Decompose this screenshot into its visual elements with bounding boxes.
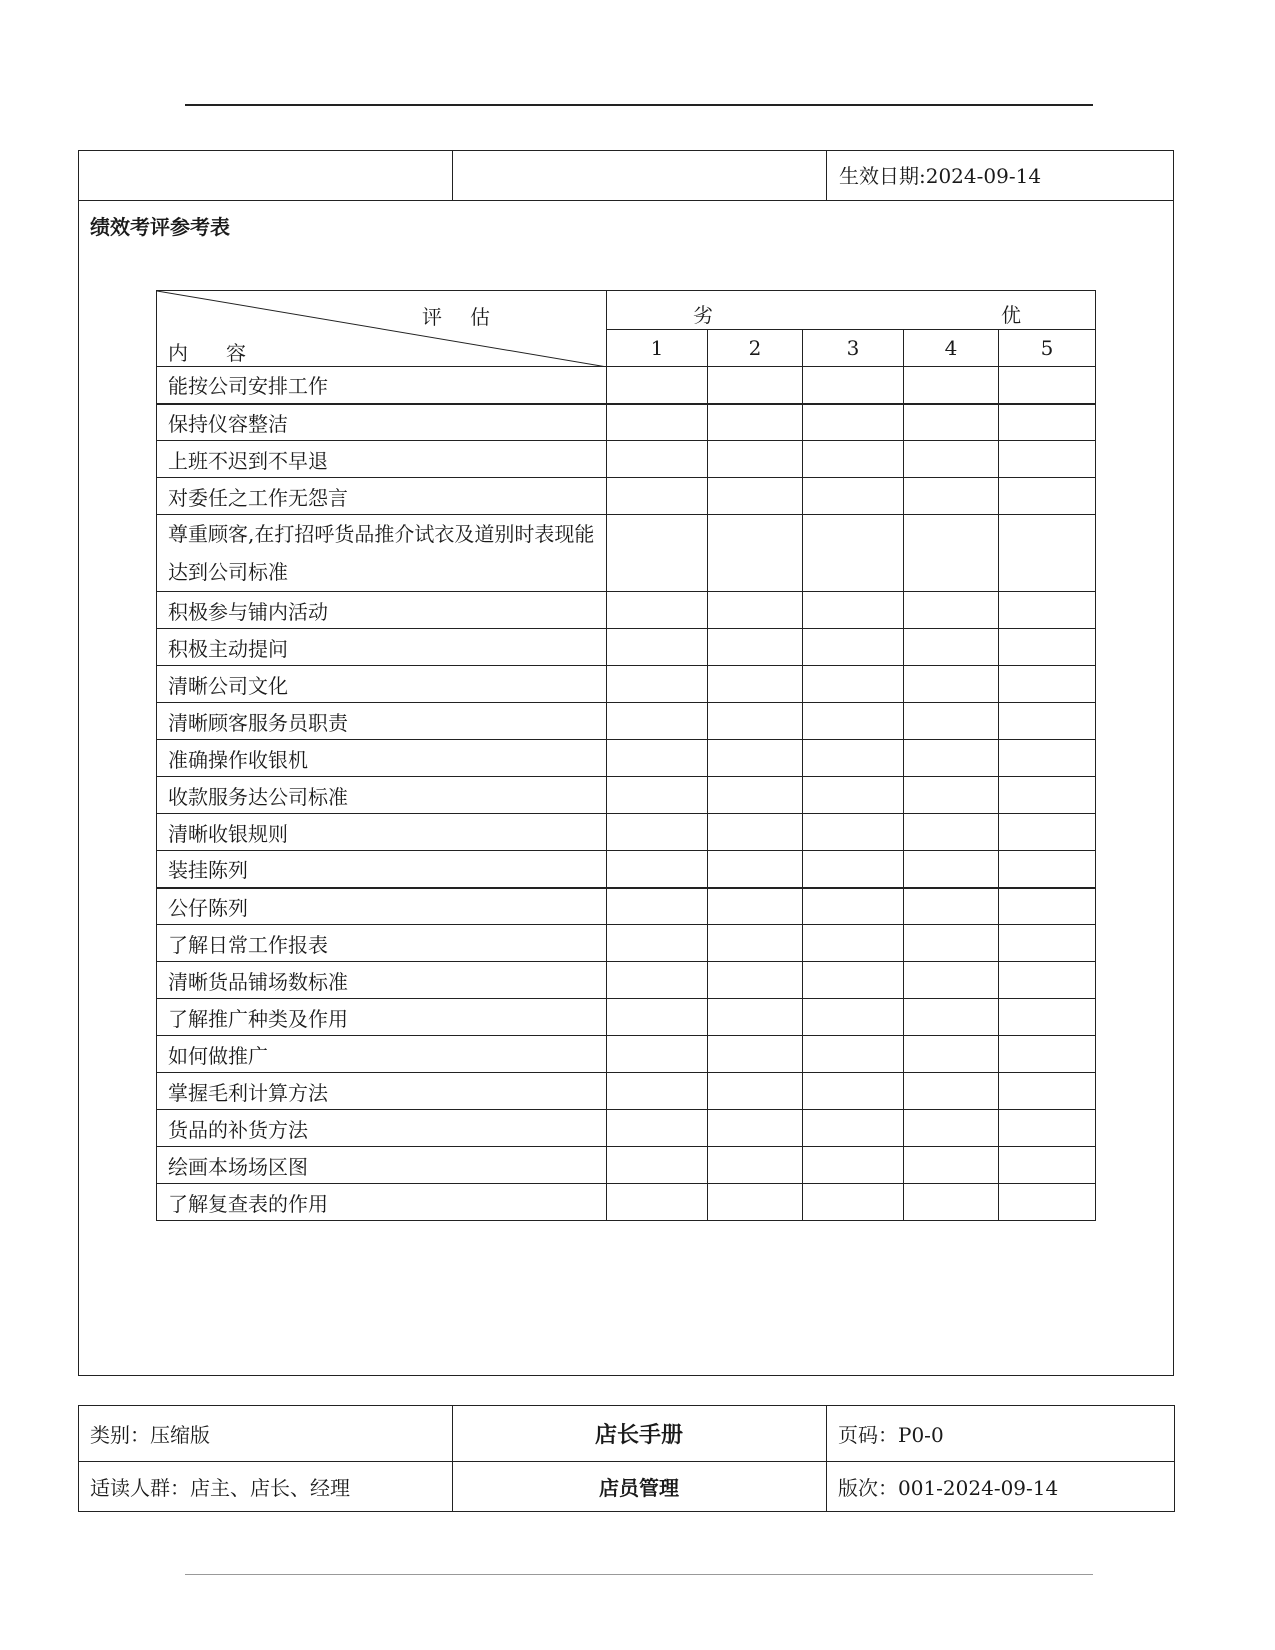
score-cell-5[interactable] xyxy=(999,851,1096,888)
score-header-5: 5 xyxy=(999,330,1096,367)
table-row xyxy=(157,888,1096,925)
score-cell-1[interactable] xyxy=(607,962,708,999)
score-cell-4[interactable] xyxy=(904,851,999,888)
table-row xyxy=(157,740,1096,777)
table-row xyxy=(157,1036,1096,1073)
score-cell-3[interactable] xyxy=(803,1073,904,1110)
score-cell-4[interactable] xyxy=(904,999,999,1036)
score-cell-2[interactable] xyxy=(708,1147,803,1184)
score-cell-2[interactable] xyxy=(708,367,803,404)
score-cell-2[interactable] xyxy=(708,925,803,962)
table-row xyxy=(157,851,1096,888)
score-cell-5[interactable] xyxy=(999,1147,1096,1184)
score-cell-4[interactable] xyxy=(904,404,999,441)
footer-section: 店员管理 xyxy=(453,1462,827,1512)
score-cell-3[interactable] xyxy=(803,703,904,740)
score-cell-4[interactable] xyxy=(904,441,999,478)
score-cell-3[interactable] xyxy=(803,814,904,851)
score-header-1: 1 xyxy=(607,330,708,367)
score-cell-4[interactable] xyxy=(904,515,999,592)
score-cell-1[interactable] xyxy=(607,814,708,851)
score-cell-4[interactable] xyxy=(904,814,999,851)
score-cell-4[interactable] xyxy=(904,666,999,703)
score-cell-4[interactable] xyxy=(904,925,999,962)
score-cell-1[interactable] xyxy=(607,1110,708,1147)
table-row xyxy=(157,666,1096,703)
score-cell-5[interactable] xyxy=(999,515,1096,592)
criterion-label: 清晰公司文化 xyxy=(157,666,607,703)
score-cell-2[interactable] xyxy=(708,851,803,888)
score-cell-2[interactable] xyxy=(708,666,803,703)
table-row xyxy=(157,703,1096,740)
score-cell-1[interactable] xyxy=(607,1147,708,1184)
score-cell-1[interactable] xyxy=(607,515,708,592)
criterion-label: 保持仪容整洁 xyxy=(157,404,607,441)
criterion-label: 公仔陈列 xyxy=(157,888,607,925)
score-cell-4[interactable] xyxy=(904,478,999,515)
criterion-label: 了解推广种类及作用 xyxy=(157,999,607,1036)
score-cell-1[interactable] xyxy=(607,1036,708,1073)
score-cell-1[interactable] xyxy=(607,404,708,441)
score-cell-1[interactable] xyxy=(607,851,708,888)
criterion-label: 收款服务达公司标准 xyxy=(157,777,607,814)
score-cell-5[interactable] xyxy=(999,478,1096,515)
footer-page-code: 页码：P0-0 xyxy=(827,1406,1175,1462)
worst-label: 劣 xyxy=(693,303,713,327)
corner-header-cell xyxy=(157,291,607,367)
score-cell-3[interactable] xyxy=(803,367,904,404)
criterion-label: 掌握毛利计算方法 xyxy=(157,1073,607,1110)
table-row xyxy=(157,367,1096,404)
score-cell-2[interactable] xyxy=(708,999,803,1036)
score-cell-3[interactable] xyxy=(803,962,904,999)
table-row xyxy=(157,777,1096,814)
score-cell-2[interactable] xyxy=(708,814,803,851)
score-cell-2[interactable] xyxy=(708,1036,803,1073)
score-cell-3[interactable] xyxy=(803,851,904,888)
score-cell-1[interactable] xyxy=(607,925,708,962)
score-cell-1[interactable] xyxy=(607,666,708,703)
table-row xyxy=(157,441,1096,478)
score-cell-1[interactable] xyxy=(607,1184,708,1221)
score-cell-3[interactable] xyxy=(803,1184,904,1221)
footer-audience: 适读人群：店主、店长、经理 xyxy=(79,1462,453,1512)
score-cell-1[interactable] xyxy=(607,888,708,925)
score-cell-4[interactable] xyxy=(904,629,999,666)
score-cell-3[interactable] xyxy=(803,740,904,777)
score-cell-1[interactable] xyxy=(607,703,708,740)
score-cell-2[interactable] xyxy=(708,703,803,740)
footer-edition: 版次：001-2024-09-14 xyxy=(827,1462,1175,1512)
score-header-2: 2 xyxy=(708,330,803,367)
score-cell-2[interactable] xyxy=(708,478,803,515)
criterion-label: 积极参与铺内活动 xyxy=(157,592,607,629)
score-cell-3[interactable] xyxy=(803,478,904,515)
footer-category: 类别：压缩版 xyxy=(79,1406,453,1462)
score-cell-5[interactable] xyxy=(999,925,1096,962)
score-cell-2[interactable] xyxy=(708,1184,803,1221)
criterion-label: 上班不迟到不早退 xyxy=(157,441,607,478)
score-cell-4[interactable] xyxy=(904,703,999,740)
criterion-label: 绘画本场场区图 xyxy=(157,1147,607,1184)
score-cell-2[interactable] xyxy=(708,592,803,629)
score-cell-2[interactable] xyxy=(708,404,803,441)
score-cell-3[interactable] xyxy=(803,592,904,629)
criterion-label: 准确操作收银机 xyxy=(157,740,607,777)
score-cell-4[interactable] xyxy=(904,962,999,999)
score-cell-5[interactable] xyxy=(999,703,1096,740)
score-cell-2[interactable] xyxy=(708,888,803,925)
table-row xyxy=(157,1147,1096,1184)
table-row xyxy=(157,478,1096,515)
form-title: 绩效考评参考表 xyxy=(90,215,230,239)
criterion-label: 如何做推广 xyxy=(157,1036,607,1073)
score-cell-4[interactable] xyxy=(904,1110,999,1147)
score-cell-5[interactable] xyxy=(999,1110,1096,1147)
score-cell-2[interactable] xyxy=(708,1073,803,1110)
table-row xyxy=(157,925,1096,962)
score-cell-2[interactable] xyxy=(708,629,803,666)
criterion-label: 尊重顾客,在打招呼货品推介试衣及道别时表现能达到公司标准 xyxy=(157,515,607,592)
table-row xyxy=(157,1110,1096,1147)
score-cell-5[interactable] xyxy=(999,1184,1096,1221)
criterion-label: 能按公司安排工作 xyxy=(157,367,607,404)
score-cell-5[interactable] xyxy=(999,666,1096,703)
score-cell-1[interactable] xyxy=(607,441,708,478)
evaluation-table xyxy=(156,290,1096,1221)
table-row xyxy=(157,1073,1096,1110)
score-cell-5[interactable] xyxy=(999,962,1096,999)
score-cell-5[interactable] xyxy=(999,777,1096,814)
score-cell-4[interactable] xyxy=(904,592,999,629)
best-label: 优 xyxy=(1001,303,1021,327)
table-row xyxy=(157,629,1096,666)
header-cell-blank-1 xyxy=(79,151,453,201)
score-header-4: 4 xyxy=(904,330,999,367)
header-rule xyxy=(185,104,1093,106)
score-cell-3[interactable] xyxy=(803,888,904,925)
score-cell-5[interactable] xyxy=(999,1036,1096,1073)
score-cell-5[interactable] xyxy=(999,592,1096,629)
table-row xyxy=(157,404,1096,441)
score-cell-1[interactable] xyxy=(607,478,708,515)
score-cell-5[interactable] xyxy=(999,441,1096,478)
score-cell-3[interactable] xyxy=(803,999,904,1036)
score-cell-3[interactable] xyxy=(803,777,904,814)
score-cell-5[interactable] xyxy=(999,999,1096,1036)
criterion-label: 装挂陈列 xyxy=(157,851,607,888)
score-cell-5[interactable] xyxy=(999,367,1096,404)
corner-eval-label: 评估 xyxy=(422,305,518,329)
score-cell-1[interactable] xyxy=(607,592,708,629)
score-cell-5[interactable] xyxy=(999,740,1096,777)
score-cell-4[interactable] xyxy=(904,1036,999,1073)
score-cell-3[interactable] xyxy=(803,629,904,666)
table-row xyxy=(157,592,1096,629)
criterion-label: 清晰顾客服务员职责 xyxy=(157,703,607,740)
score-cell-2[interactable] xyxy=(708,1110,803,1147)
score-cell-4[interactable] xyxy=(904,888,999,925)
score-cell-1[interactable] xyxy=(607,1073,708,1110)
criterion-label: 货品的补货方法 xyxy=(157,1110,607,1147)
score-cell-3[interactable] xyxy=(803,1147,904,1184)
criterion-label: 清晰收银规则 xyxy=(157,814,607,851)
score-cell-5[interactable] xyxy=(999,888,1096,925)
footer-table xyxy=(78,1405,1175,1512)
criterion-label: 了解日常工作报表 xyxy=(157,925,607,962)
score-cell-1[interactable] xyxy=(607,367,708,404)
score-cell-2[interactable] xyxy=(708,441,803,478)
score-cell-2[interactable] xyxy=(708,962,803,999)
score-cell-4[interactable] xyxy=(904,777,999,814)
score-cell-4[interactable] xyxy=(904,1073,999,1110)
score-cell-1[interactable] xyxy=(607,740,708,777)
effective-date: 生效日期:2024-09-14 xyxy=(839,164,1042,188)
score-cell-3[interactable] xyxy=(803,1036,904,1073)
table-row xyxy=(157,999,1096,1036)
score-cell-3[interactable] xyxy=(803,925,904,962)
score-cell-2[interactable] xyxy=(708,777,803,814)
score-cell-1[interactable] xyxy=(607,999,708,1036)
score-cell-4[interactable] xyxy=(904,740,999,777)
score-cell-1[interactable] xyxy=(607,629,708,666)
corner-content-label: 内容 xyxy=(168,341,284,365)
score-cell-5[interactable] xyxy=(999,629,1096,666)
score-cell-3[interactable] xyxy=(803,441,904,478)
grade-scale-header xyxy=(607,291,1096,330)
score-cell-5[interactable] xyxy=(999,814,1096,851)
footer-rule xyxy=(185,1574,1093,1575)
score-cell-2[interactable] xyxy=(708,740,803,777)
score-cell-1[interactable] xyxy=(607,777,708,814)
score-cell-5[interactable] xyxy=(999,404,1096,441)
score-cell-2[interactable] xyxy=(708,515,803,592)
score-cell-5[interactable] xyxy=(999,1073,1096,1110)
table-row xyxy=(157,515,1096,592)
header-cell-blank-2 xyxy=(453,151,827,201)
table-row xyxy=(157,962,1096,999)
document-header-row xyxy=(79,151,1173,201)
score-cell-3[interactable] xyxy=(803,515,904,592)
score-cell-4[interactable] xyxy=(904,1147,999,1184)
criterion-label: 清晰货品铺场数标准 xyxy=(157,962,607,999)
criterion-label: 对委任之工作无怨言 xyxy=(157,478,607,515)
footer-manual-title: 店长手册 xyxy=(453,1406,827,1462)
score-cell-3[interactable] xyxy=(803,666,904,703)
criterion-label: 了解复查表的作用 xyxy=(157,1184,607,1221)
score-cell-4[interactable] xyxy=(904,1184,999,1221)
table-row xyxy=(157,814,1096,851)
table-row xyxy=(157,1184,1096,1221)
score-cell-3[interactable] xyxy=(803,1110,904,1147)
score-cell-3[interactable] xyxy=(803,404,904,441)
criterion-label: 积极主动提问 xyxy=(157,629,607,666)
score-cell-4[interactable] xyxy=(904,367,999,404)
score-header-3: 3 xyxy=(803,330,904,367)
